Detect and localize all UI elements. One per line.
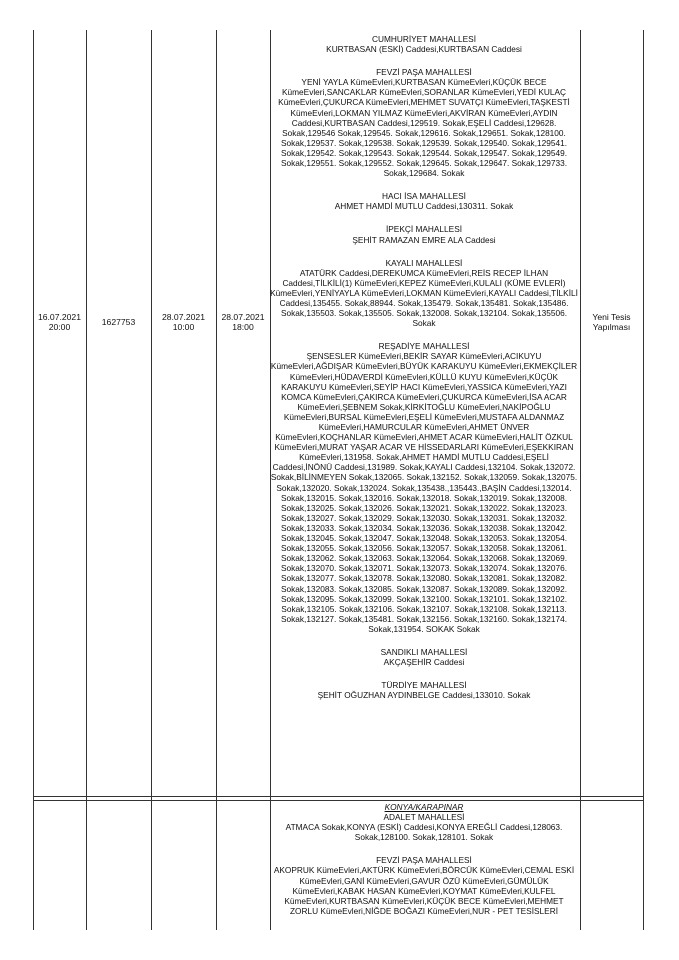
neighborhood-block	[270, 680, 578, 700]
table-border-col1	[86, 30, 87, 930]
neighborhood-title: REŞADİYE MAHALLESİ	[378, 341, 470, 352]
neighborhood-title: İPEKÇİ MAHALLESİ	[385, 224, 463, 235]
record-id-cell: 1627753	[101, 317, 136, 327]
neighborhood-title: TÜRDİYE MAHALLESİ	[381, 680, 467, 691]
street-list: YENİ YAYLA KümeEvleri,KURTBASAN KümeEvleri,KÜÇÜK BECE KümeEvleri,SANCAKLAR KümeEvleri,SORANLAR KümeEvleri,YEDİ KULAÇ KümeEvleri,ÇUKURCA KümeEvleri,MEHMET SUVATÇI KümeEvleri,TAŞKESTİ KümeEvleri,LOKMAN YILMAZ KümeEvleri,AKVİRAN KümeEvleri,AYDIN Caddesi,KURTBASAN Caddesi,129519. Sokak,EŞELİ Caddesi,129628. Sokak,129546 Sokak,129545. Sokak,129616. Sokak,129651. Sokak,128100. Sokak,129537. Sokak,129538. Sokak,129539. Sokak,129540. Sokak,129541. Sokak,129542. Sokak,129543. Sokak,129544. Sokak,129547. Sokak,129549. Sokak,129551. Sokak,129552. Sokak,129645. Sokak,129647. Sokak,129733. Sokak,129684. Sokak	[278, 77, 570, 179]
date-to-cell: 28.07.2021 18:00	[221, 312, 265, 333]
street-list: ŞEHİT RAMAZAN EMRE ALA Caddesi	[352, 234, 496, 245]
street-list: ŞENSESLER KümeEvleri,BEKİR SAYAR KümeEvleri,ACIKUYU KümeEvleri,AĞDIŞAR KümeEvleri,BÜYÜK KARAKUYU KümeEvleri,EKMEKÇİLER KümeEvleri,HÜDAVERDİ KümeEvleri,KÜLLÜ KUYU KümeEvleri,KÜÇÜK KARAKUYU KümeEvleri,SEYİP HACI KümeEvleri,YASSICA KümeEvleri,YAZI KOMCA KümeEvleri,ÇAKIRCA KümeEvleri,ÇUKURCA KümeEvleri,İSA ACAR KümeEvleri,ŞEBNEM Sokak,KİRKİTOĞLU KümeEvleri,NAKİPOĞLU KümeEvleri,BURSAL KümeEvleri,EŞELİ KümeEvleri,MUSTAFA ALDANMAZ KümeEvleri,HAMURCULAR KümeEvleri,AHMET ÜNVER KümeEvleri,KOÇHANLAR KümeEvleri,AHMET ACAR KümeEvleri,HALİT ÖZKUL KümeEvleri,MURAT YAŞAR ACAR VE HİSSEDARLARI KümeEvleri,EŞEKKIRAN KümeEvleri,131958. Sokak,AHMET HAMDİ MUTLU Caddesi,EŞELİ Caddesi,İNÖNÜ Caddesi,131989. Sokak,KAYALI Caddesi,132104. Sokak,132072. Sokak,BİLİNMEYEN Sokak,132065. Sokak,132152. Sokak,132059. Sokak,132075. Sokak,132020. Sokak,132024. Sokak,135438.,135443.,BAŞİN Caddesi,132014. Sokak,132015. Sokak,132016. Sokak,132018. Sokak,132019. Sokak,132008. Sokak,132025. Sokak,132026. Sokak,132021. Sokak,132022. Sokak,132023. Sokak,132027. Sokak,132029. Sokak,132030. Sokak,132031. Sokak,132032. Sokak,132033. Sokak,132034. Sokak,132036. Sokak,132038. Sokak,132042. Sokak,132045. Sokak,132047. Sokak,132048. Sokak,132053. Sokak,132054. Sokak,132055. Sokak,132056. Sokak,132057. Sokak,132058. Sokak,132061. Sokak,132062. Sokak,132063. Sokak,132064. Sokak,132068. Sokak,132069. Sokak,132070. Sokak,132071. Sokak,132073. Sokak,132074. Sokak,132076. Sokak,132077. Sokak,132078. Sokak,132080. Sokak,132081. Sokak,132082. Sokak,132083. Sokak,132085. Sokak,132087. Sokak,132089. Sokak,132092. Sokak,132095. Sokak,132099. Sokak,132100. Sokak,132101. Sokak,132102. Sokak,132105. Sokak,132106. Sokak,132107. Sokak,132108. Sokak,132113. Sokak,132127. Sokak,135481. Sokak,132156. Sokak,132160. Sokak,132174. Sokak,131954. SOKAK Sokak	[270, 351, 578, 634]
reason-cell: Yeni Tesis Yapılması	[592, 312, 631, 333]
neighborhood-title: SANDIKLI MAHALLESİ	[380, 646, 468, 657]
table-border-col2	[151, 30, 152, 930]
table-border-col5	[580, 30, 581, 930]
neighborhood-title: HACI İSA MAHALLESİ	[382, 191, 466, 202]
neighborhood-block	[270, 341, 578, 634]
area-list-row2	[270, 802, 578, 916]
street-list: AKÇAŞEHİR Caddesi	[383, 657, 465, 668]
neighborhood-block	[270, 191, 578, 211]
neighborhood-title: ADALET MAHALLESİ	[383, 812, 465, 823]
neighborhood-title: KAYALI MAHALLESİ	[385, 257, 463, 268]
street-list: AHMET HAMDİ MUTLU Caddesi,130311. Sokak	[334, 201, 514, 212]
street-list: ATATÜRK Caddesi,DEREKUMCA KümeEvleri,REİS RECEP İLHAN Caddesi,TİLKİLİ(1) KümeEvleri,KEPEZ KümeEvleri,KULALI (KÜME EVLERİ) KümeEvleri,YENİYAYLA KümeEvleri,LOKMAN KümeEvleri,KAYALI Caddesi,TİLKİLİ Caddesi,135455. Sokak,88944. Sokak,135479. Sokak,135481. Sokak,135486. Sokak,135503. Sokak,135505. Sokak,132008. Sokak,132104. Sokak,135506. Sokak	[270, 267, 578, 329]
street-list: ATMACA Sokak,KONYA (ESKİ) Caddesi,KONYA EREĞLİ Caddesi,128063. Sokak,128100. Sokak,128101. Sokak	[285, 822, 563, 843]
city-district-label: KONYA/KARAPINAR	[384, 802, 464, 812]
table-border-left	[33, 30, 34, 930]
neighborhood-title: CUMHURİYET MAHALLESİ	[371, 34, 477, 44]
neighborhood-title: FEVZİ PAŞA MAHALLESİ	[376, 67, 472, 78]
street-list: AKOPRUK KümeEvleri,AKTÜRK KümeEvleri,BÖRCÜK KümeEvleri,CEMAL ESKİ KümeEvleri,GANİ KümeEvleri,GAVUR ÖZÜ KümeEvleri,GÜMÜLÜK KümeEvleri,KABAK HASAN KümeEvleri,KOYMAT KümeEvleri,KULFEL KümeEvleri,KURTBASAN KümeEvleri,KÜÇÜK BECE KümeEvleri,MEHMET ZORLU KümeEvleri,NİĞDE BOĞAZI KümeEvleri,NUR - PET TESİSLERİ	[273, 865, 575, 916]
street-list: ŞEHİT OĞUZHAN AYDINBELGE Caddesi,133010. Sokak	[317, 690, 531, 701]
neighborhood-block	[270, 34, 578, 54]
street-list: KURTBASAN (ESKİ) Caddesi,KURTBASAN Caddesi	[326, 44, 522, 55]
neighborhood-block	[270, 647, 578, 667]
neighborhood-title: FEVZİ PAŞA MAHALLESİ	[376, 855, 472, 866]
neighborhood-block	[270, 224, 578, 244]
date-from-cell: 28.07.2021 10:00	[161, 312, 205, 333]
start-datetime-cell: 16.07.2021 20:00	[37, 312, 81, 333]
row-separator	[33, 796, 644, 801]
neighborhood-block	[270, 812, 578, 842]
area-list-row1	[270, 34, 578, 700]
table-border-col3	[216, 30, 217, 930]
neighborhood-block	[270, 258, 578, 329]
neighborhood-block	[270, 67, 578, 178]
table-border-right	[643, 30, 644, 930]
neighborhood-block	[270, 855, 578, 916]
